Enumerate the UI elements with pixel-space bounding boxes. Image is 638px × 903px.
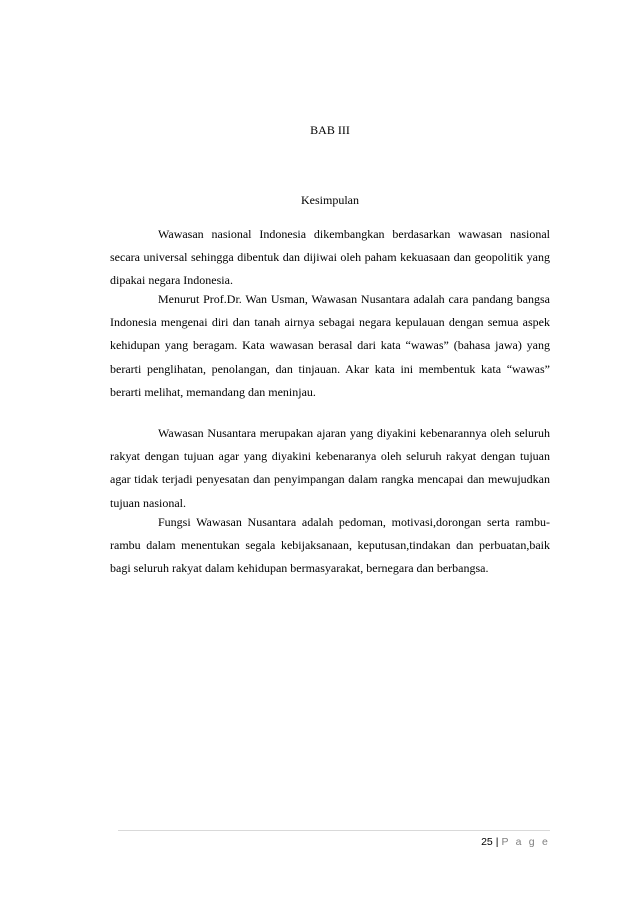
footer-divider (118, 830, 550, 831)
paragraph-text: Fungsi Wawasan Nusantara adalah pedoman, motivasi,dorongan serta rambu-rambu dalam menentukan segala kebijaksanaan, keputusan,tindakan dan perbuatan,baik bagi seluruh rakyat dalam kehidupan bermasyarakat, bernegara dan berbangsa. (110, 515, 550, 576)
chapter-subtitle: Kesimpulan (301, 193, 359, 207)
paragraph-2 (110, 288, 550, 404)
page-separator: | (495, 836, 499, 848)
paragraph-4 (110, 511, 550, 581)
page-footer (300, 835, 550, 849)
paragraph-text: Wawasan Nusantara merupakan ajaran yang diyakini kebenarannya oleh seluruh rakyat dengan tujuan agar yang diyakini kebenaranya oleh seluruh rakyat dengan tujuan agar tidak terjadi penyesatan dan penyimpangan dalam rangka mencapai dan mewujudkan tujuan nasional. (110, 426, 550, 510)
paragraph-3 (110, 422, 550, 515)
page-label: P a g e (501, 836, 550, 848)
paragraph-text: Wawasan nasional Indonesia dikembangkan berdasarkan wawasan nasional secara universal sehingga dibentuk dan dijiwai oleh paham kekuasaan dan geopolitik yang dipakai negara Indonesia. (110, 227, 550, 288)
page-number: 25 (481, 836, 493, 848)
paragraph-text: Menurut Prof.Dr. Wan Usman, Wawasan Nusantara adalah cara pandang bangsa Indonesia mengenai diri dan tanah airnya sebagai negara kepulauan dengan semua aspek kehidupan yang beragam. Kata wawasan berasal dari kata “wawas” (bahasa jawa) yang berarti penglihatan, penolangan, dan tinjauan. Akar kata ini membentuk kata “wawas” berarti melihat, memandang dan meninjau. (110, 292, 550, 399)
paragraph-1 (110, 223, 550, 293)
chapter-title: BAB III (310, 123, 350, 137)
